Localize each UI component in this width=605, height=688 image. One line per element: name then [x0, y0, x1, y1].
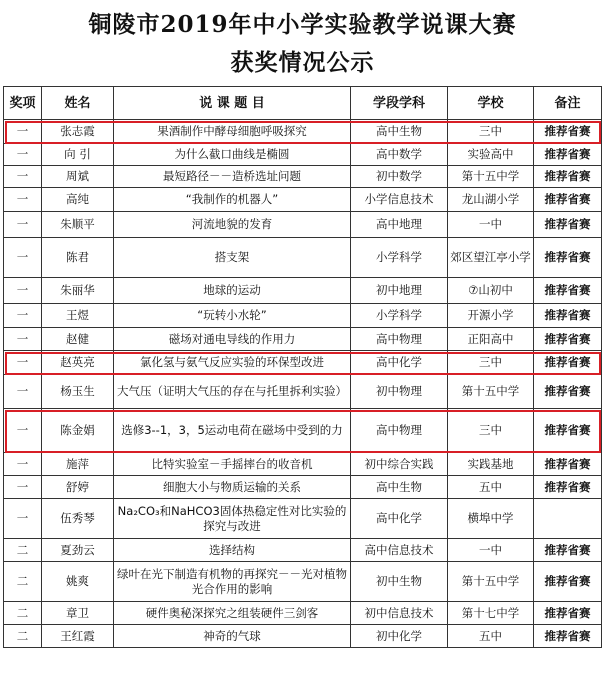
- topic-cell: 河流地貌的发育: [114, 212, 351, 238]
- topic-cell: 氯化氢与氨气反应实验的环保型改进: [114, 351, 351, 375]
- award-cell: 一: [4, 328, 42, 351]
- name-cell: 周斌: [42, 166, 114, 188]
- subject-cell: 高中地理: [351, 212, 448, 238]
- name-cell: 高纯: [42, 188, 114, 212]
- award-cell: 一: [4, 453, 42, 476]
- school-cell: 实验高中: [448, 144, 534, 166]
- note-cell: 推荐省赛: [534, 278, 602, 304]
- subject-cell: 小学信息技术: [351, 188, 448, 212]
- table-row: [4, 602, 602, 625]
- table-row: [4, 212, 602, 238]
- subject-cell: 高中物理: [351, 328, 448, 351]
- school-cell: 一中: [448, 539, 534, 562]
- header-school: 学校: [448, 87, 534, 120]
- award-cell: 一: [4, 409, 42, 453]
- topic-cell: Na₂CO₃和NaHCO3固体热稳定性对比实验的探究与改进: [114, 499, 351, 539]
- subject-cell: 初中地理: [351, 278, 448, 304]
- topic-cell: 神奇的气球: [114, 625, 351, 648]
- school-cell: 第十七中学: [448, 602, 534, 625]
- subject-cell: 高中生物: [351, 476, 448, 499]
- table-row: [4, 166, 602, 188]
- subject-cell: 小学科学: [351, 304, 448, 328]
- subject-cell: 高中数学: [351, 144, 448, 166]
- table-row: [4, 144, 602, 166]
- topic-cell: 磁场对通电导线的作用力: [114, 328, 351, 351]
- table-row: [4, 328, 602, 351]
- award-cell: 一: [4, 304, 42, 328]
- school-cell: 横埠中学: [448, 499, 534, 539]
- topic-cell: 硬件奥秘深探究之组装硬件三剑客: [114, 602, 351, 625]
- note-cell: 推荐省赛: [534, 328, 602, 351]
- note-cell: 推荐省赛: [534, 375, 602, 409]
- name-cell: 陈君: [42, 238, 114, 278]
- subject-cell: 初中化学: [351, 625, 448, 648]
- subject-cell: 初中生物: [351, 562, 448, 602]
- table-body: [4, 120, 602, 648]
- page-title: 铜陵市2019年中小学实验教学说课大赛: [88, 11, 517, 38]
- note-cell: 推荐省赛: [534, 602, 602, 625]
- table-row: [4, 188, 602, 212]
- school-cell: 三中: [448, 351, 534, 375]
- name-cell: 杨玉生: [42, 375, 114, 409]
- topic-cell: 选修3--1，3，5运动电荷在磁场中受到的力: [114, 409, 351, 453]
- note-cell: 推荐省赛: [534, 539, 602, 562]
- name-cell: 向 引: [42, 144, 114, 166]
- topic-cell: 果酒制作中酵母细胞呼吸探究: [114, 120, 351, 144]
- table-row: [4, 625, 602, 648]
- header-name: 姓名: [42, 87, 114, 120]
- award-cell: 二: [4, 562, 42, 602]
- table-row: [4, 409, 602, 453]
- award-cell: 一: [4, 499, 42, 539]
- header-note: 备注: [534, 87, 602, 120]
- table-row: [4, 453, 602, 476]
- name-cell: 陈金娟: [42, 409, 114, 453]
- topic-cell: “玩转小水轮”: [114, 304, 351, 328]
- award-cell: 一: [4, 238, 42, 278]
- award-cell: 二: [4, 539, 42, 562]
- school-cell: 五中: [448, 625, 534, 648]
- note-cell: 推荐省赛: [534, 144, 602, 166]
- subject-cell: 高中化学: [351, 499, 448, 539]
- topic-cell: 地球的运动: [114, 278, 351, 304]
- award-cell: 一: [4, 120, 42, 144]
- school-cell: 三中: [448, 120, 534, 144]
- table-row: [4, 539, 602, 562]
- name-cell: 章卫: [42, 602, 114, 625]
- name-cell: 张志霞: [42, 120, 114, 144]
- school-cell: 三中: [448, 409, 534, 453]
- table-row: [4, 278, 602, 304]
- table-row: [4, 562, 602, 602]
- topic-cell: 细胞大小与物质运输的关系: [114, 476, 351, 499]
- table-row: [4, 120, 602, 144]
- topic-cell: 比特实验室－手摇摔台的收音机: [114, 453, 351, 476]
- topic-cell: 选择结构: [114, 539, 351, 562]
- header-award: 奖项: [4, 87, 42, 120]
- school-cell: 郊区望江亭小学: [448, 238, 534, 278]
- note-cell: 推荐省赛: [534, 212, 602, 238]
- topic-cell: 绿叶在光下制造有机物的再探究－－光对植物光合作用的影响: [114, 562, 351, 602]
- note-cell: 推荐省赛: [534, 351, 602, 375]
- note-cell: 推荐省赛: [534, 453, 602, 476]
- subject-cell: 初中综合实践: [351, 453, 448, 476]
- table-row: [4, 304, 602, 328]
- topic-cell: 最短路径－－造桥选址问题: [114, 166, 351, 188]
- school-cell: 实践基地: [448, 453, 534, 476]
- school-cell: 五中: [448, 476, 534, 499]
- header-topic: 说 课 题 目: [114, 87, 351, 120]
- topic-cell: 为什么截口曲线是椭圆: [114, 144, 351, 166]
- table-row: [4, 476, 602, 499]
- note-cell: 推荐省赛: [534, 625, 602, 648]
- subject-cell: 小学科学: [351, 238, 448, 278]
- school-cell: ⑦山初中: [448, 278, 534, 304]
- subject-cell: 初中信息技术: [351, 602, 448, 625]
- name-cell: 施萍: [42, 453, 114, 476]
- note-cell: 推荐省赛: [534, 476, 602, 499]
- topic-cell: “我制作的机器人”: [114, 188, 351, 212]
- subject-cell: 初中物理: [351, 375, 448, 409]
- table-row: [4, 499, 602, 539]
- name-cell: 王煜: [42, 304, 114, 328]
- page-subtitle: 获奖情况公示: [230, 49, 375, 76]
- table-row: [4, 238, 602, 278]
- school-cell: 一中: [448, 212, 534, 238]
- award-cell: 一: [4, 166, 42, 188]
- header-subject: 学段学科: [351, 87, 448, 120]
- award-cell: 二: [4, 602, 42, 625]
- award-cell: 一: [4, 476, 42, 499]
- school-cell: 正阳高中: [448, 328, 534, 351]
- table-row: [4, 351, 602, 375]
- subject-cell: 高中化学: [351, 351, 448, 375]
- name-cell: 夏劲云: [42, 539, 114, 562]
- school-cell: 第十五中学: [448, 166, 534, 188]
- school-cell: 第十五中学: [448, 562, 534, 602]
- name-cell: 舒婷: [42, 476, 114, 499]
- table-header-row: [4, 87, 602, 120]
- note-cell: 推荐省赛: [534, 304, 602, 328]
- award-cell: 一: [4, 278, 42, 304]
- topic-cell: 搭支架: [114, 238, 351, 278]
- note-cell: 推荐省赛: [534, 188, 602, 212]
- name-cell: 朱顺平: [42, 212, 114, 238]
- note-cell: 推荐省赛: [534, 120, 602, 144]
- note-cell: [534, 499, 602, 539]
- award-cell: 一: [4, 212, 42, 238]
- subject-cell: 高中信息技术: [351, 539, 448, 562]
- name-cell: 赵英亮: [42, 351, 114, 375]
- school-cell: 龙山湖小学: [448, 188, 534, 212]
- table-row: [4, 375, 602, 409]
- award-cell: 二: [4, 625, 42, 648]
- name-cell: 姚爽: [42, 562, 114, 602]
- award-table: [3, 86, 602, 648]
- subject-cell: 高中物理: [351, 409, 448, 453]
- name-cell: 朱丽华: [42, 278, 114, 304]
- note-cell: 推荐省赛: [534, 238, 602, 278]
- note-cell: 推荐省赛: [534, 562, 602, 602]
- school-cell: 开源小学: [448, 304, 534, 328]
- note-cell: 推荐省赛: [534, 166, 602, 188]
- award-cell: 一: [4, 188, 42, 212]
- name-cell: 伍秀琴: [42, 499, 114, 539]
- award-cell: 一: [4, 144, 42, 166]
- name-cell: 王红霞: [42, 625, 114, 648]
- subject-cell: 初中数学: [351, 166, 448, 188]
- award-cell: 一: [4, 351, 42, 375]
- subject-cell: 高中生物: [351, 120, 448, 144]
- topic-cell: 大气压（证明大气压的存在与托里拆利实验）: [114, 375, 351, 409]
- award-cell: 一: [4, 375, 42, 409]
- school-cell: 第十五中学: [448, 375, 534, 409]
- name-cell: 赵健: [42, 328, 114, 351]
- note-cell: 推荐省赛: [534, 409, 602, 453]
